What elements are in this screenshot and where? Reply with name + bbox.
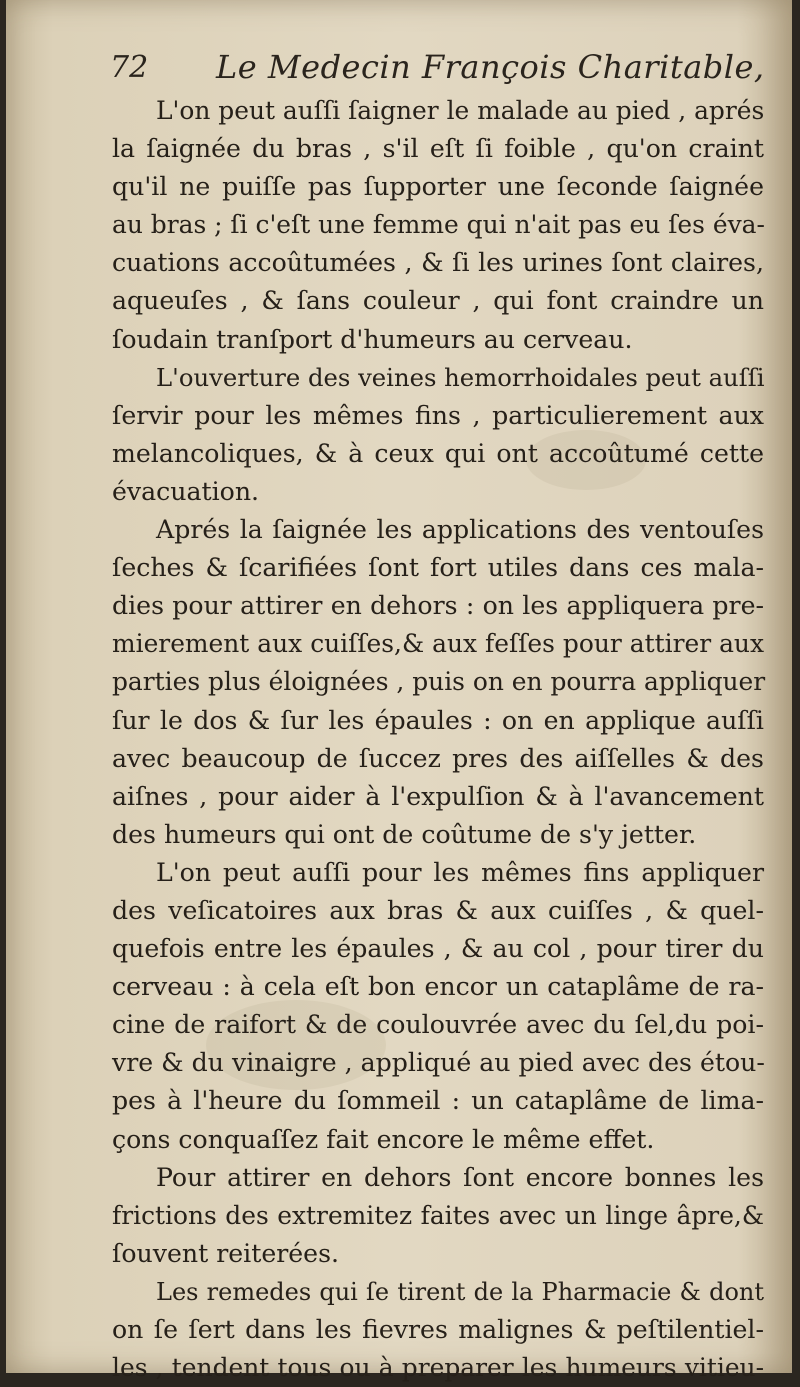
text-line: cerveau : à cela eſt bon encor un cataplâme de ra- (112, 972, 764, 1002)
text-line: la ſaignée du bras , s'il eſt ſi foible , qu'on craint (112, 134, 764, 164)
text-line: Les remedes qui ſe tirent de la Pharmacie & dont (156, 1277, 764, 1306)
text-line: cine de raifort & de coulouvrée avec du ſel,du poi- (112, 1010, 764, 1040)
text-line: mierement aux cuiſſes,& aux feſſes pour attirer aux (112, 629, 764, 659)
text-line: çons conquaſſez fait encore le même effet. (112, 1124, 655, 1154)
text-line: frictions des extremitez faites avec un linge âpre,& (112, 1200, 764, 1230)
page-header (110, 44, 765, 90)
text-line: ſervir pour les mêmes fins , particulierement aux (112, 400, 764, 430)
text-line: ſoudain tranſport d'humeurs au cerveau. (112, 324, 633, 354)
text-line: ſeches & ſcarifiées ſont fort utiles dans ces mala- (112, 553, 764, 583)
text-line: melancoliques, & à ceux qui ont accoûtumé cette (112, 438, 764, 468)
text-line: parties plus éloignées , puis on en pourra appliquer (112, 667, 766, 697)
text-line: qu'il ne puiſſe pas ſupporter une ſeconde ſaignée (112, 172, 764, 202)
text-line: les , tendent tous ou à preparer les humeurs vitieu- (112, 1353, 764, 1383)
text-line: avec beaucoup de ſuccez pres des aiſſelles & des (112, 743, 764, 773)
text-line: aqueuſes , & ſans couleur , qui font craindre un (112, 286, 764, 316)
text-line: ſouvent reiterées. (112, 1238, 340, 1268)
text-line: ſur le dos & ſur les épaules : on en applique auſſi (112, 705, 764, 735)
text-line: des veſicatoires aux bras & aux cuiſſes , & quel- (112, 895, 764, 925)
text-line: L'on peut auſſi ſaigner le malade au pied , aprés (156, 96, 765, 125)
page-number: 72 (110, 50, 149, 85)
text-line: aiſnes , pour aider à l'expulſion & à l'avancement (112, 781, 764, 811)
text-line: L'ouverture des veines hemorrhoidales peut auſſi (156, 362, 765, 392)
text-line: Aprés la ſaignée les applications des ventouſes (156, 515, 764, 545)
text-line: quefois entre les épaules , & au col , pour tirer du (112, 934, 764, 964)
text-line: évacuation. (112, 476, 260, 506)
text-line: des humeurs qui ont de coûtume de s'y jetter. (112, 819, 697, 849)
running-title: Le Medecin François Charitable, (216, 48, 765, 86)
text-line: pes à l'heure du ſommeil : un cataplâme de lima- (112, 1086, 764, 1116)
text-line: dies pour attirer en dehors : on les appliquera pre- (112, 591, 764, 621)
body-text (112, 92, 764, 1387)
text-line: on ſe ſert dans les fievres malignes & peſtilentiel- (112, 1315, 764, 1344)
text-line: L'on peut auſſi pour les mêmes fins appliquer (156, 857, 764, 887)
text-line: Pour attirer en dehors ſont encore bonnes les (156, 1162, 764, 1192)
text-line: cuations accoûtumées , & ſi les urines ſont claires, (112, 248, 764, 278)
text-line: vre & du vinaigre , appliqué au pied avec des étou- (112, 1048, 765, 1078)
text-line: au bras ; ſi c'eſt une femme qui n'ait pas eu ſes éva- (112, 210, 765, 240)
